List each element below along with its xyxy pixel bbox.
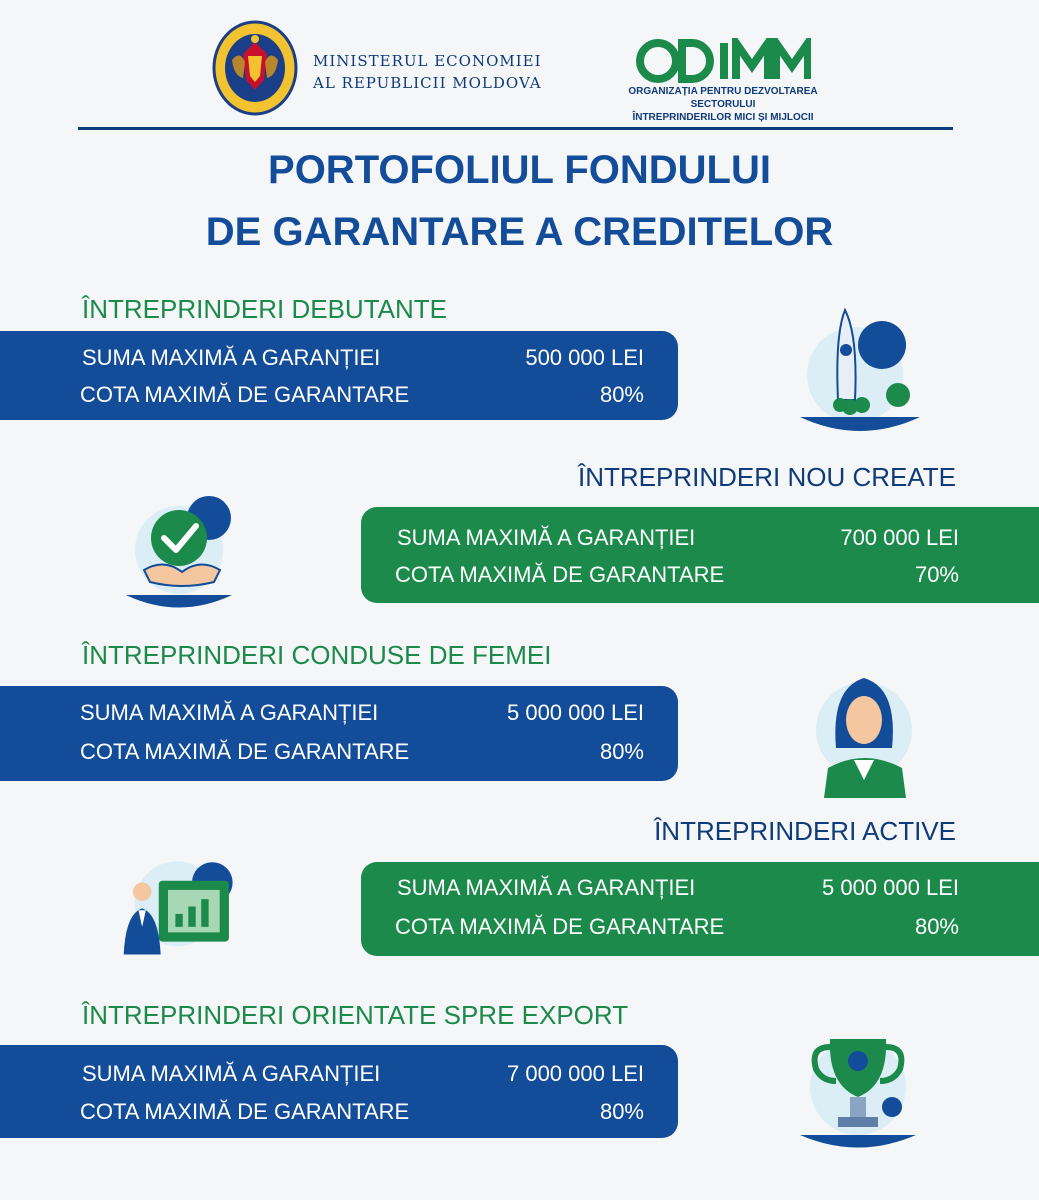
moldova-seal-icon <box>212 20 298 116</box>
max-quota-value: 80% <box>914 914 959 939</box>
ministry-line-1: MINISTERUL ECONOMIEI <box>313 52 542 70</box>
header-divider <box>78 127 953 130</box>
max-quota-value: 80% <box>599 1099 644 1124</box>
max-guarantee-label: SUMA MAXIMĂ A GARANȚIEI <box>82 1061 381 1086</box>
max-guarantee-value: 500 000 LEI <box>525 345 644 370</box>
handshake-icon <box>124 490 244 620</box>
max-guarantee-label: SUMA MAXIMĂ A GARANȚIEI <box>397 875 696 900</box>
odimm-full-name <box>603 85 843 124</box>
max-guarantee-value: 5 000 000 LEI <box>821 875 959 900</box>
guarantee-panel-femei <box>0 686 678 781</box>
max-quota-label: COTA MAXIMĂ DE GARANTARE <box>395 914 725 939</box>
guarantee-panel-active <box>361 862 1039 956</box>
odimm-logo-icon <box>636 38 811 84</box>
section-heading-export: ÎNTREPRINDERI ORIENTATE SPRE EXPORT <box>82 1000 629 1030</box>
trophy-icon <box>800 1025 920 1155</box>
odimm-line-1: ORGANIZAȚIA PENTRU DEZVOLTAREA SECTORULUI <box>628 86 818 110</box>
max-guarantee-value: 5 000 000 LEI <box>506 700 644 725</box>
page-title-line-1: PORTOFOLIUL FONDULUI <box>268 148 771 192</box>
page-title-line-2: DE GARANTARE A CREDITELOR <box>205 210 834 254</box>
guarantee-panel-export <box>0 1045 678 1138</box>
section-heading-femei: ÎNTREPRINDERI CONDUSE DE FEMEI <box>82 640 552 670</box>
max-quota-label: COTA MAXIMĂ DE GARANTARE <box>80 1099 410 1124</box>
max-quota-value: 80% <box>599 739 644 764</box>
odimm-line-2: ÎNTREPRINDERILOR MICI ȘI MIJLOCII <box>632 112 814 123</box>
section-heading-debutante: ÎNTREPRINDERI DEBUTANTE <box>82 294 447 324</box>
section-heading-nou-create: ÎNTREPRINDERI NOU CREATE <box>578 462 956 492</box>
guarantee-panel-nou-create <box>361 507 1039 603</box>
max-quota-label: COTA MAXIMĂ DE GARANTARE <box>80 739 410 764</box>
section-heading-active: ÎNTREPRINDERI ACTIVE <box>654 816 956 846</box>
guarantee-panel-debutante <box>0 331 678 420</box>
presenter-chart-icon <box>120 848 240 978</box>
max-guarantee-label: SUMA MAXIMĂ A GARANȚIEI <box>80 700 379 725</box>
max-quota-label: COTA MAXIMĂ DE GARANTARE <box>80 382 410 407</box>
rocket-icon <box>800 305 920 435</box>
max-guarantee-label: SUMA MAXIMĂ A GARANȚIEI <box>82 345 381 370</box>
max-guarantee-value: 7 000 000 LEI <box>506 1061 644 1086</box>
ministry-name <box>313 50 542 94</box>
max-quota-value: 70% <box>914 562 959 587</box>
max-quota-label: COTA MAXIMĂ DE GARANTARE <box>395 562 725 587</box>
max-quota-value: 80% <box>599 382 644 407</box>
businesswoman-icon <box>806 668 926 798</box>
max-guarantee-label: SUMA MAXIMĂ A GARANȚIEI <box>397 525 696 550</box>
max-guarantee-value: 700 000 LEI <box>840 525 959 550</box>
ministry-line-2: AL REPUBLICII MOLDOVA <box>313 74 542 92</box>
